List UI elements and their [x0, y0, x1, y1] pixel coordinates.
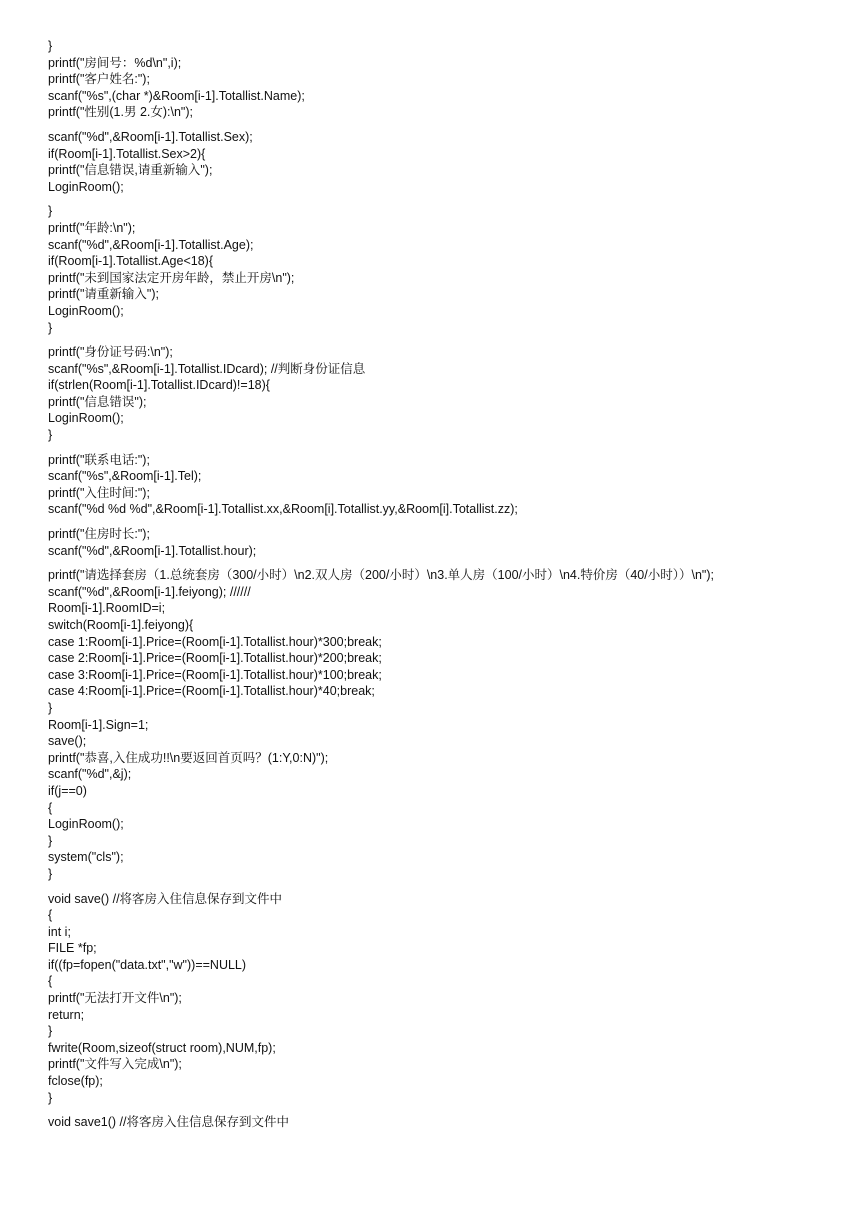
code-line: printf("信息错误,请重新输入");	[48, 163, 213, 178]
block-gap	[48, 444, 860, 452]
code-line: LoginRoom();	[48, 179, 124, 194]
code-line: printf("请重新输入");	[48, 287, 159, 302]
code-line: }	[48, 320, 53, 335]
code-line: Room[i-1].Sign=1;	[48, 717, 149, 732]
code-line: printf("房间号：%d\n",i);	[48, 55, 182, 70]
code-line: }	[48, 1090, 53, 1105]
code-line: system("cls");	[48, 850, 124, 865]
code-line: printf("住房时长:");	[48, 527, 150, 542]
code-line: LoginRoom();	[48, 303, 124, 318]
code-line: save();	[48, 734, 87, 749]
code-line: printf("入住时间:");	[48, 485, 150, 500]
code-line: scanf("%d %d %d",&Room[i-1].Totallist.xx,&Room[i].Totallist.yy,&Room[i].Totallist.zz);	[48, 502, 518, 517]
code-line: {	[48, 800, 53, 815]
code-line: void save1() //将客房入住信息保存到文件中	[48, 1115, 290, 1130]
code-line: if(strlen(Room[i-1].Totallist.IDcard)!=18){	[48, 378, 270, 393]
code-line: FILE *fp;	[48, 941, 97, 956]
code-line: case 1:Room[i-1].Price=(Room[i-1].Totallist.hour)*300;break;	[48, 634, 382, 649]
code-line: printf("未到国家法定开房年龄，禁止开房\n");	[48, 270, 295, 285]
code-line: }	[48, 39, 53, 53]
code-line: scanf("%d",&Room[i-1].feiyong); //////	[48, 584, 251, 599]
code-line: }	[48, 833, 53, 848]
code-line: printf("请选择套房（1.总统套房（300/小时）\n2.双人房（200/小时）\n3.单人房（100/小时）\n4.特价房（40/小时））\n");	[48, 568, 714, 583]
code-line: printf("恭喜,入住成功!!\n要返回首页吗？(1:Y,0:N)");	[48, 750, 329, 765]
code-line: Room[i-1].RoomID=i;	[48, 601, 166, 616]
block-gap	[48, 195, 860, 203]
code-line: if(Room[i-1].Totallist.Sex>2){	[48, 146, 206, 161]
code-line: printf("客户姓名:");	[48, 72, 150, 87]
code-line: scanf("%d",&Room[i-1].Totallist.Age);	[48, 237, 254, 252]
block-gap	[48, 1106, 860, 1114]
code-line: }	[48, 204, 53, 219]
code-line: scanf("%s",(char *)&Room[i-1].Totallist.Name);	[48, 88, 305, 103]
code-line: printf("无法打开文件\n");	[48, 991, 182, 1006]
block-gap	[48, 559, 860, 567]
code-line: scanf("%d",&Room[i-1].Totallist.Sex);	[48, 129, 253, 144]
code-line: return;	[48, 1007, 85, 1022]
code-line: fclose(fp);	[48, 1074, 103, 1089]
code-line: }	[48, 866, 53, 881]
code-line: scanf("%s",&Room[i-1].Tel);	[48, 469, 202, 484]
block-gap	[48, 121, 860, 129]
code-line: int i;	[48, 924, 71, 939]
code-line: fwrite(Room,sizeof(struct room),NUM,fp);	[48, 1040, 276, 1055]
code-line: case 3:Room[i-1].Price=(Room[i-1].Totallist.hour)*100;break;	[48, 667, 382, 682]
code-line: scanf("%d",&j);	[48, 767, 132, 782]
block-gap	[48, 883, 860, 891]
code-line: printf("性别(1.男 2.女):\n");	[48, 105, 194, 120]
block-gap	[48, 336, 860, 344]
code-line: }	[48, 1024, 53, 1039]
code-line: printf("联系电话:");	[48, 452, 150, 467]
code-line: printf("身份证号码:\n");	[48, 345, 173, 360]
code-line: printf("文件写入完成\n");	[48, 1057, 182, 1072]
code-line: scanf("%d",&Room[i-1].Totallist.hour);	[48, 543, 257, 558]
code-line: switch(Room[i-1].feiyong){	[48, 618, 194, 632]
code-line: printf("年龄:\n");	[48, 220, 136, 235]
code-line: }	[48, 428, 53, 443]
code-line: LoginRoom();	[48, 411, 124, 426]
code-line: LoginRoom();	[48, 817, 124, 832]
code-line: if(j==0)	[48, 783, 87, 798]
code-line: {	[48, 908, 53, 923]
code-line: }	[48, 700, 53, 715]
code-listing	[48, 38, 860, 1131]
code-line: case 2:Room[i-1].Price=(Room[i-1].Totallist.hour)*200;break;	[48, 651, 382, 666]
code-line: if(Room[i-1].Totallist.Age<18){	[48, 254, 214, 269]
code-line: printf("信息错误");	[48, 394, 147, 409]
code-line: {	[48, 974, 53, 989]
code-line: if((fp=fopen("data.txt","w"))==NULL)	[48, 957, 247, 972]
code-line: case 4:Room[i-1].Price=(Room[i-1].Totallist.hour)*40;break;	[48, 684, 375, 699]
code-line: scanf("%s",&Room[i-1].Totallist.IDcard); //判断身份证信息	[48, 361, 366, 376]
code-line: void save() //将客房入住信息保存到文件中	[48, 891, 283, 906]
block-gap	[48, 518, 860, 526]
